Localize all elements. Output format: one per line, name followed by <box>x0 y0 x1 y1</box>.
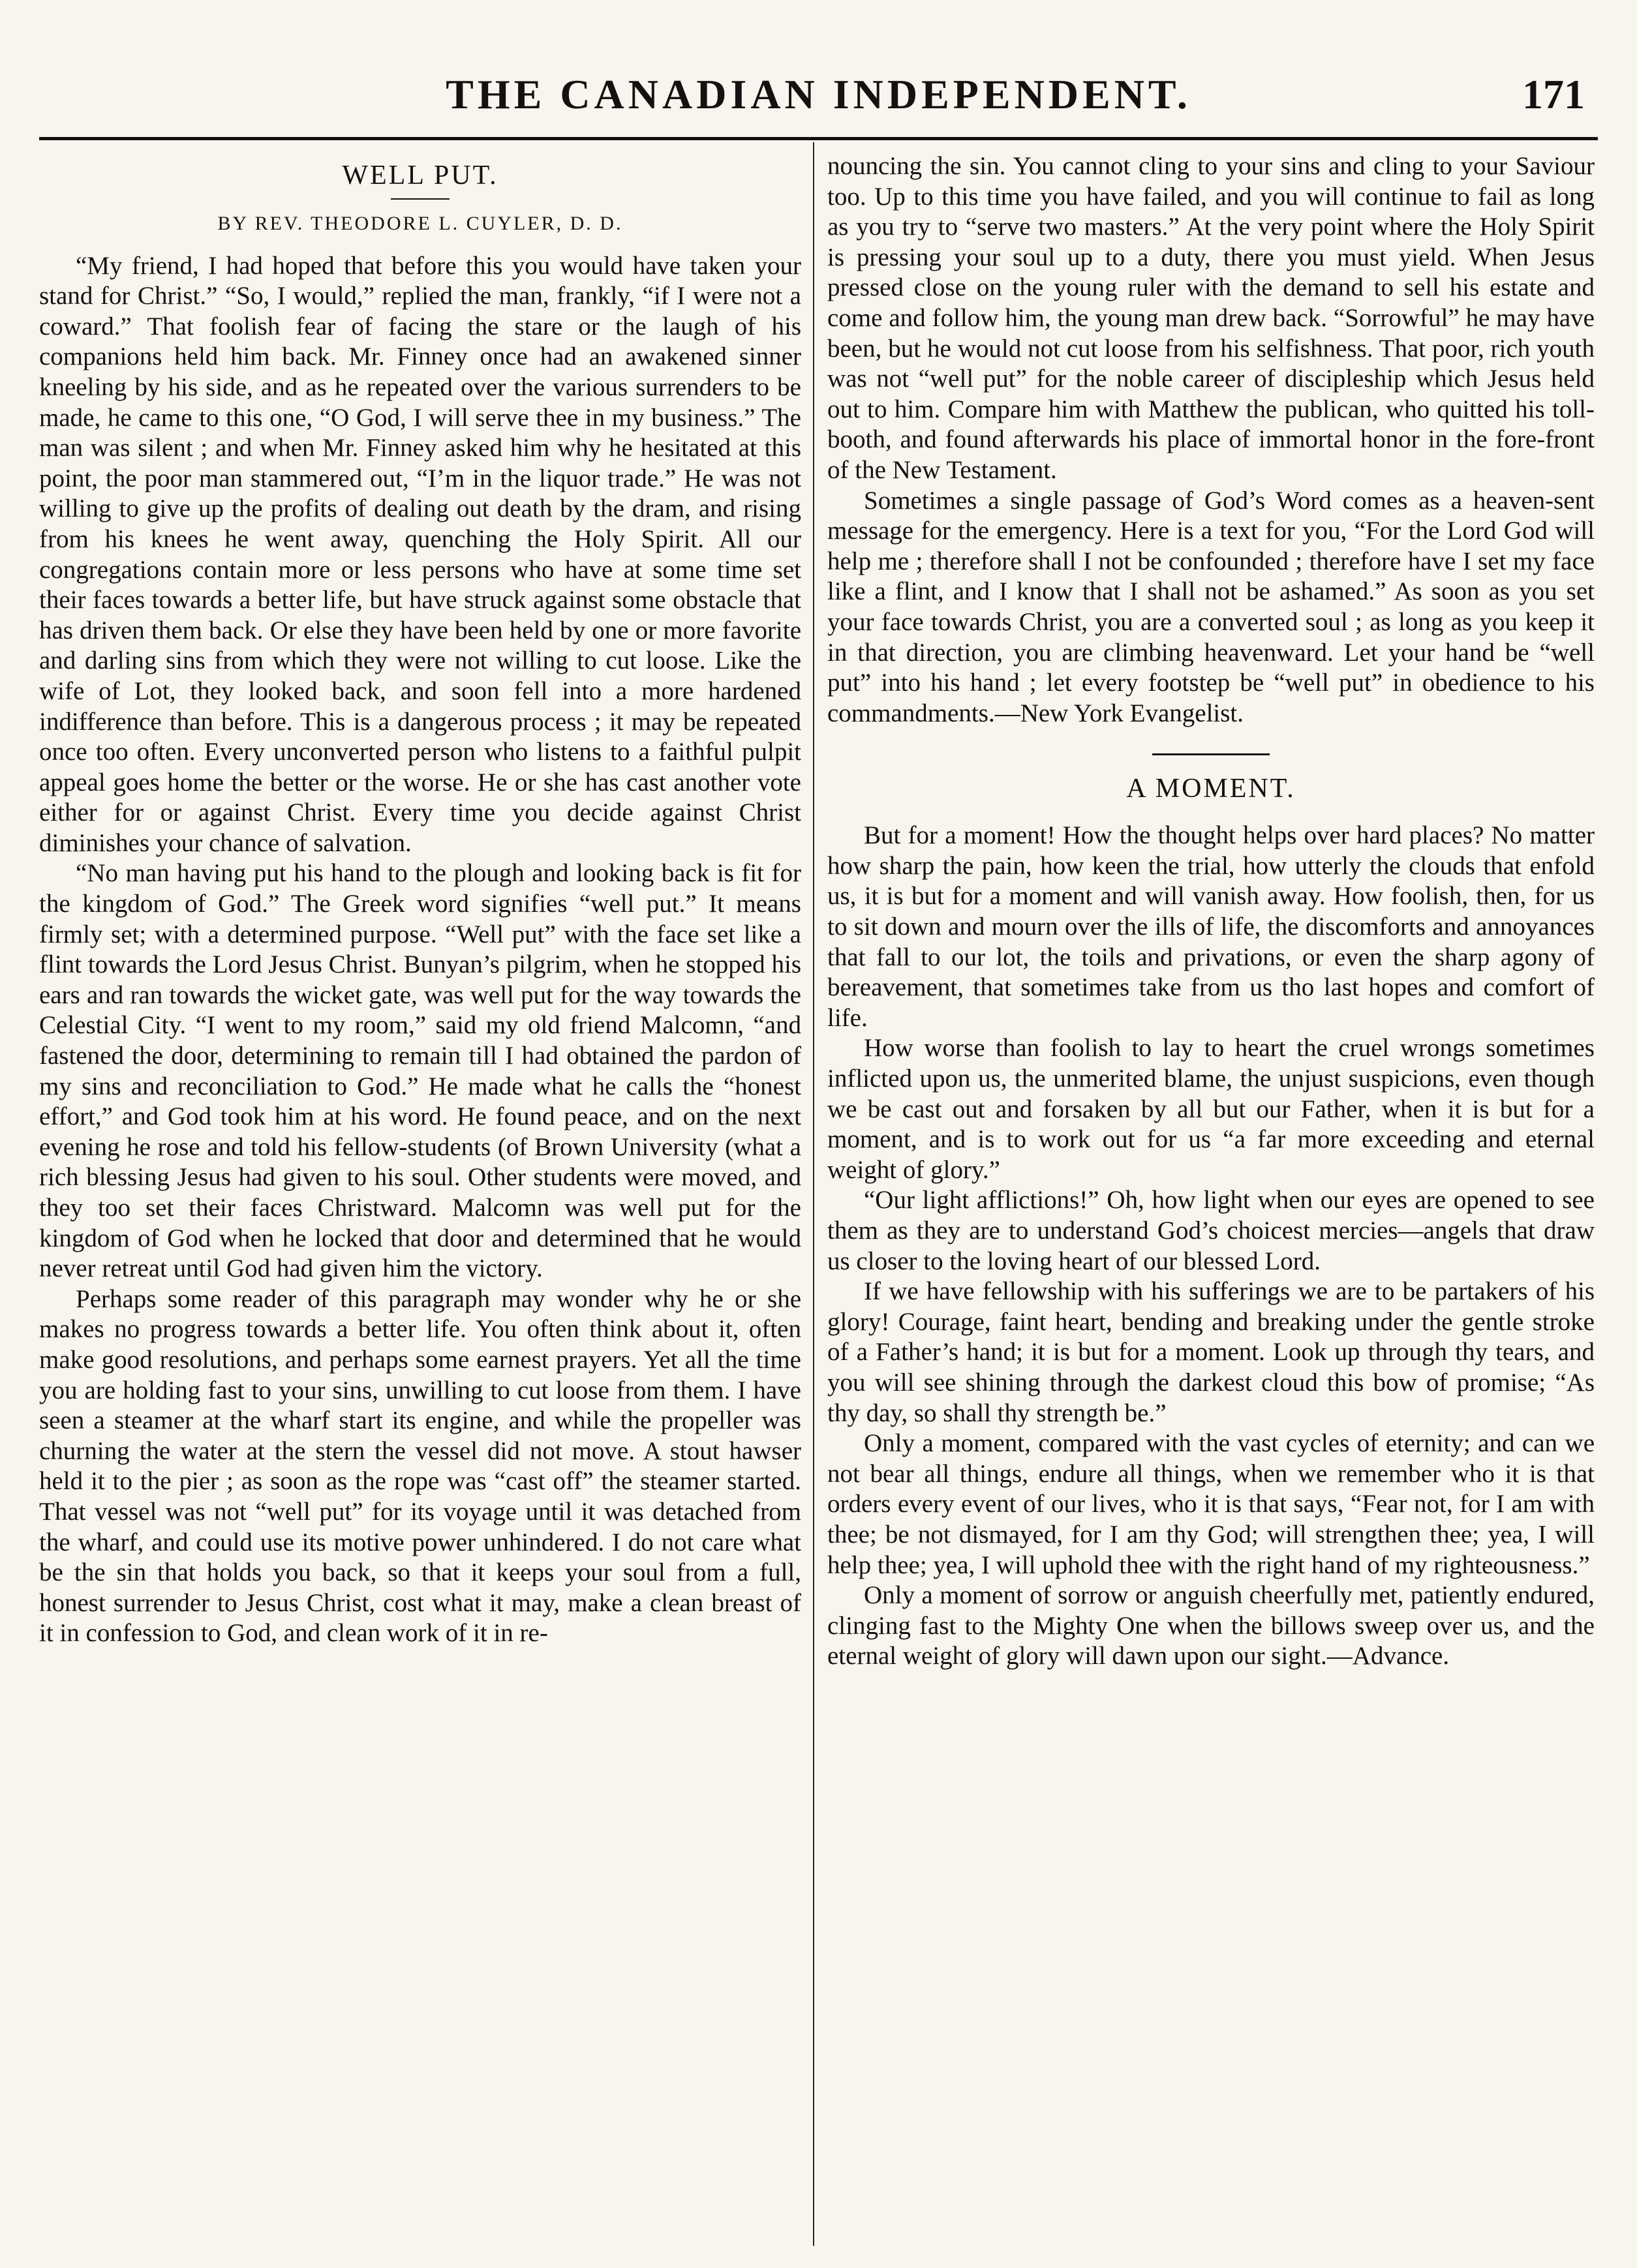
publication-title: THE CANADIAN INDEPENDENT. <box>446 71 1191 117</box>
well-put-paragraph-final: Sometimes a single passage of God’s Word comes as a heaven-sent message for the emergency. Here is a text for you, “For the Lord God will help me ; therefore shall I not be confounded ; therefore have I set my face like a flint, and I know that I shall not be ashamed.” As soon as you set your face towards Christ, you are a converted soul ; as long as you keep it in that direction, you are climbing heavenward. Let your hand be “well put” into his hand ; let every footstep be “well put” in obedience to his commandments.—New York Evangelist. <box>827 486 1595 727</box>
section-rule <box>1152 753 1270 755</box>
article-byline: BY REV. THEODORE L. CUYLER, D. D. <box>217 213 623 234</box>
right-column <box>827 151 1595 2245</box>
well-put-paragraph-1: “My friend, I had hoped that before this you would have taken your stand for Christ.” “So, I would,” replied the man, frankly, “if I were not a coward.” That foolish fear of facing the stare or the laugh of his companions held him back. Mr. Finney once had an awakened sinner kneeling by his side, and as he repeated over the various surrenders to be made, he came to this one, “O God, I will serve thee in my business.” The man was silent ; and when Mr. Finney asked him why he hesitated at this point, the poor man stammered out, “I’m in the liquor trade.” He was not willing to give up the profits of dealing out death by the dram, and rising from his knees he went away, quenching the Holy Spirit. All our congregations contain more or less persons who have at some time set their faces towards a better life, but have struck against some obstacle that has driven them back. Or else they have been held by one or more favorite and darling sins from which they were not willing to cut loose. Like the wife of Lot, they looked back, and soon fell into a more hardened indifference than before. This is a dangerous process ; it may be repeated once too often. Every unconverted person who listens to a faithful pulpit appeal goes home the better or the worse. He or she has cast another vote either for or against Christ. Every time you decide against Christ diminishes your chance of salvation. <box>39 251 801 857</box>
article-title-a-moment: A MOMENT. <box>1126 774 1296 804</box>
masthead <box>39 59 1598 130</box>
byline-rule <box>391 198 450 200</box>
left-column <box>39 151 801 2245</box>
well-put-paragraph-2: “No man having put his hand to the plough and looking back is fit for the kingdom of God.” The Greek word signifies “well put.” It means firmly set; with a determined purpose. “Well put” with the face set like a flint towards the Lord Jesus Christ. Bunyan’s pilgrim, when he stopped his ears and ran towards the wicket gate, was well put for the way towards the Celestial City. “I went to my room,” said my old friend Malcomn, “and fastened the door, determining to remain till I had obtained the pardon of my sins and reconciliation to God.” He made what he calls the “honest effort,” and God took him at his word. He found peace, and on the next evening he rose and told his fellow-students (of Brown University (what a rich blessing Jesus had given to his soul. Other students were moved, and they too set their faces Christward. Malcomn was well put for the kingdom of God when he locked that door and determined that he would never retreat until God had given him the victory. <box>39 859 801 1283</box>
header-rule <box>39 137 1598 140</box>
moment-paragraph-5: Only a moment, compared with the vast cycles of eternity; and can we not bear all things, endure all things, when we remember who it is that orders every event of our lives, who it is that says, “Fear not, for I am with thee; be not dismayed, for I am thy God; will strengthen thee; yea, I will help thee; yea, I will uphold thee with the right hand of my righteousness.” <box>827 1429 1595 1579</box>
moment-paragraph-1: But for a moment! How the thought helps over hard places? No matter how sharp the pain, how keen the trial, how utterly the clouds that enfold us, it is but for a moment and will vanish away. How foolish, then, for us to sit down and mourn over the ills of life, the discomforts and annoyances that fall to our lot, the toils and privations, or even the sharp agony of bereavement, that sometimes take from us tho last hopes and comfort of life. <box>827 821 1595 1032</box>
moment-paragraph-4: If we have fellowship with his sufferings we are to be partakers of his glory! Courage, faint heart, bending and breaking under the gentle stroke of a Father’s hand; it is but for a moment. Look up through thy tears, and you will see shining through the darkest cloud this bow of promise; “As thy day, so shall thy strength be.” <box>827 1277 1595 1427</box>
well-put-continuation: nouncing the sin. You cannot cling to your sins and cling to your Saviour too. Up to this time you have failed, and you will continue to fail as long as you try to “serve two masters.” At the very point where the Holy Spirit is pressing your soul up to a duty, there you must yield. When Jesus pressed close on the young ruler with the demand to sell his estate and come and follow him, the young man drew back. “Sorrowful” he may have been, but he would not cut loose from his selfishness. That poor, rich youth was not “well put” for the noble career of discipleship which Jesus held out to him. Compare him with Matthew the publican, who quitted his toll-booth, and found afterwards his place of immortal honor in the fore-front of the New Testament. <box>827 152 1595 484</box>
page-number: 171 <box>1522 71 1585 117</box>
column-divider <box>813 142 814 2246</box>
moment-paragraph-3: “Our light afflictions!” Oh, how light when our eyes are opened to see them as they are to understand God’s choicest mercies—angels that draw us closer to the loving heart of our blessed Lord. <box>827 1186 1595 1275</box>
moment-paragraph-6: Only a moment of sorrow or anguish cheerfully met, patiently endured, clinging fast to the Mighty One when the billows sweep over us, and the eternal weight of glory will dawn upon our sight.—Advance. <box>827 1581 1595 1671</box>
spacer <box>827 811 1595 821</box>
well-put-paragraph-3: Perhaps some reader of this paragraph may wonder why he or she makes no progress towards a better life. You often think about it, often make good resolutions, and perhaps some earnest prayers. Yet all the time you are holding fast to your sins, unwilling to cut loose from them. I have seen a steamer at the wharf start its engine, and while the propeller was churning the water at the stern the vessel did not move. A stout hawser held it to the pier ; as soon as the rope was “cast off” the steamer started. That vessel was not “well put” for its voyage until it was detached from the wharf, and could use its motive power unhindered. I do not care what be the sin that holds you back, so that it keeps your soul from a full, honest surrender to Jesus Christ, cost what it may, make a clean breast of it in confession to God, and clean work of it in re- <box>39 1284 801 1648</box>
article-title-well-put: WELL PUT. <box>342 160 498 190</box>
moment-paragraph-2: How worse than foolish to lay to heart the cruel wrongs sometimes inflicted upon us, the unmerited blame, the unjust suspicions, even though we be cast out and forsaken by all but our Father, when it is but for a moment, and is to work out for us “a far more exceeding and eternal weight of glory.” <box>827 1034 1595 1184</box>
